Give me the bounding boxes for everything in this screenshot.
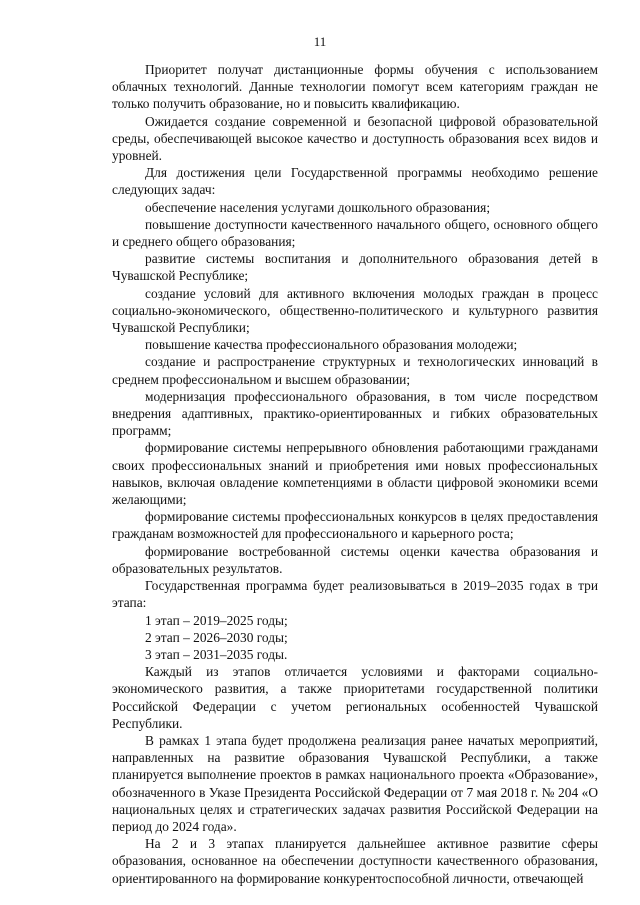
paragraph: Для достижения цели Государственной программы необходимо решение следующих задач: [112, 165, 598, 198]
list-item: создание условий для активного включения молодых граждан в процесс социально-экономического, общественно-политического и культурного развития Чувашской Республики; [112, 285, 598, 336]
paragraph: Государственная программа будет реализовываться в 2019–2035 годах в три этапа: [112, 578, 598, 611]
paragraph: Каждый из этапов отличается условиями и факторами социально-экономического развития, а также приоритетами государственной политики Российской Федерации с учетом региональных особенностей Чувашской Республики. [112, 664, 598, 731]
list-item: создание и распространение структурных и технологических инноваций в среднем профессиональном и высшем образовании; [112, 354, 598, 387]
document-body [112, 61, 598, 887]
stage-item: 1 этап – 2019–2025 годы; [145, 612, 288, 628]
list-item: обеспечение населения услугами дошкольного образования; [145, 199, 491, 215]
page-number: 11 [313, 34, 327, 49]
list-item: развитие системы воспитания и дополнительного образования детей в Чувашской Республике; [112, 251, 598, 284]
list-item: модернизация профессионального образования, в том числе посредством внедрения адаптивных, практико-ориентированных и гибких образовательных программ; [112, 388, 598, 439]
stage-item: 2 этап – 2026–2030 годы; [145, 629, 288, 645]
paragraph: Ожидается создание современной и безопасной цифровой образовательной среды, обеспечивающей высокое качество и доступность образования всех видов и уровней. [112, 113, 598, 164]
list-item: формирование востребованной системы оценки качества образования и образовательных результатов. [112, 543, 598, 576]
stage-item: 3 этап – 2031–2035 годы. [145, 646, 288, 662]
list-item: формирование системы непрерывного обновления работающими гражданами своих профессиональных знаний и приобретения ими новых профессиональных навыков, включая овладение компетенциями в области цифровой экономики всеми желающими; [112, 440, 598, 508]
paragraph: На 2 и 3 этапах планируется дальнейшее активное развитие сферы образования, основанное на обеспечении доступности качественного образования, ориентированного на формирование конкурентоспособной личности, отвечающей [112, 836, 598, 886]
list-item: формирование системы профессиональных конкурсов в целях предоставления гражданам возможностей для профессионального и карьерного роста; [112, 509, 598, 542]
paragraph: В рамках 1 этапа будет продолжена реализация ранее начатых мероприятий, направленных на развитие образования Чувашской Республики, а также планируется выполнение проектов в рамках национального проекта «Образование», обозначенного в Указе Президента Российской Федерации от 7 мая 2018 г. № 204 «О национальных целях и стратегических задачах развития Российской Федерации на период до 2024 года». [112, 732, 598, 834]
paragraph: Приоритет получат дистанционные формы обучения с использованием облачных технологий. Данные технологии помогут всем категориям граждан не только получить образование, но и повысить квалификацию. [112, 62, 598, 112]
list-item: повышение качества профессионального образования молодежи; [145, 337, 518, 353]
list-item: повышение доступности качественного начального общего, основного общего и среднего общего образования; [112, 216, 598, 250]
